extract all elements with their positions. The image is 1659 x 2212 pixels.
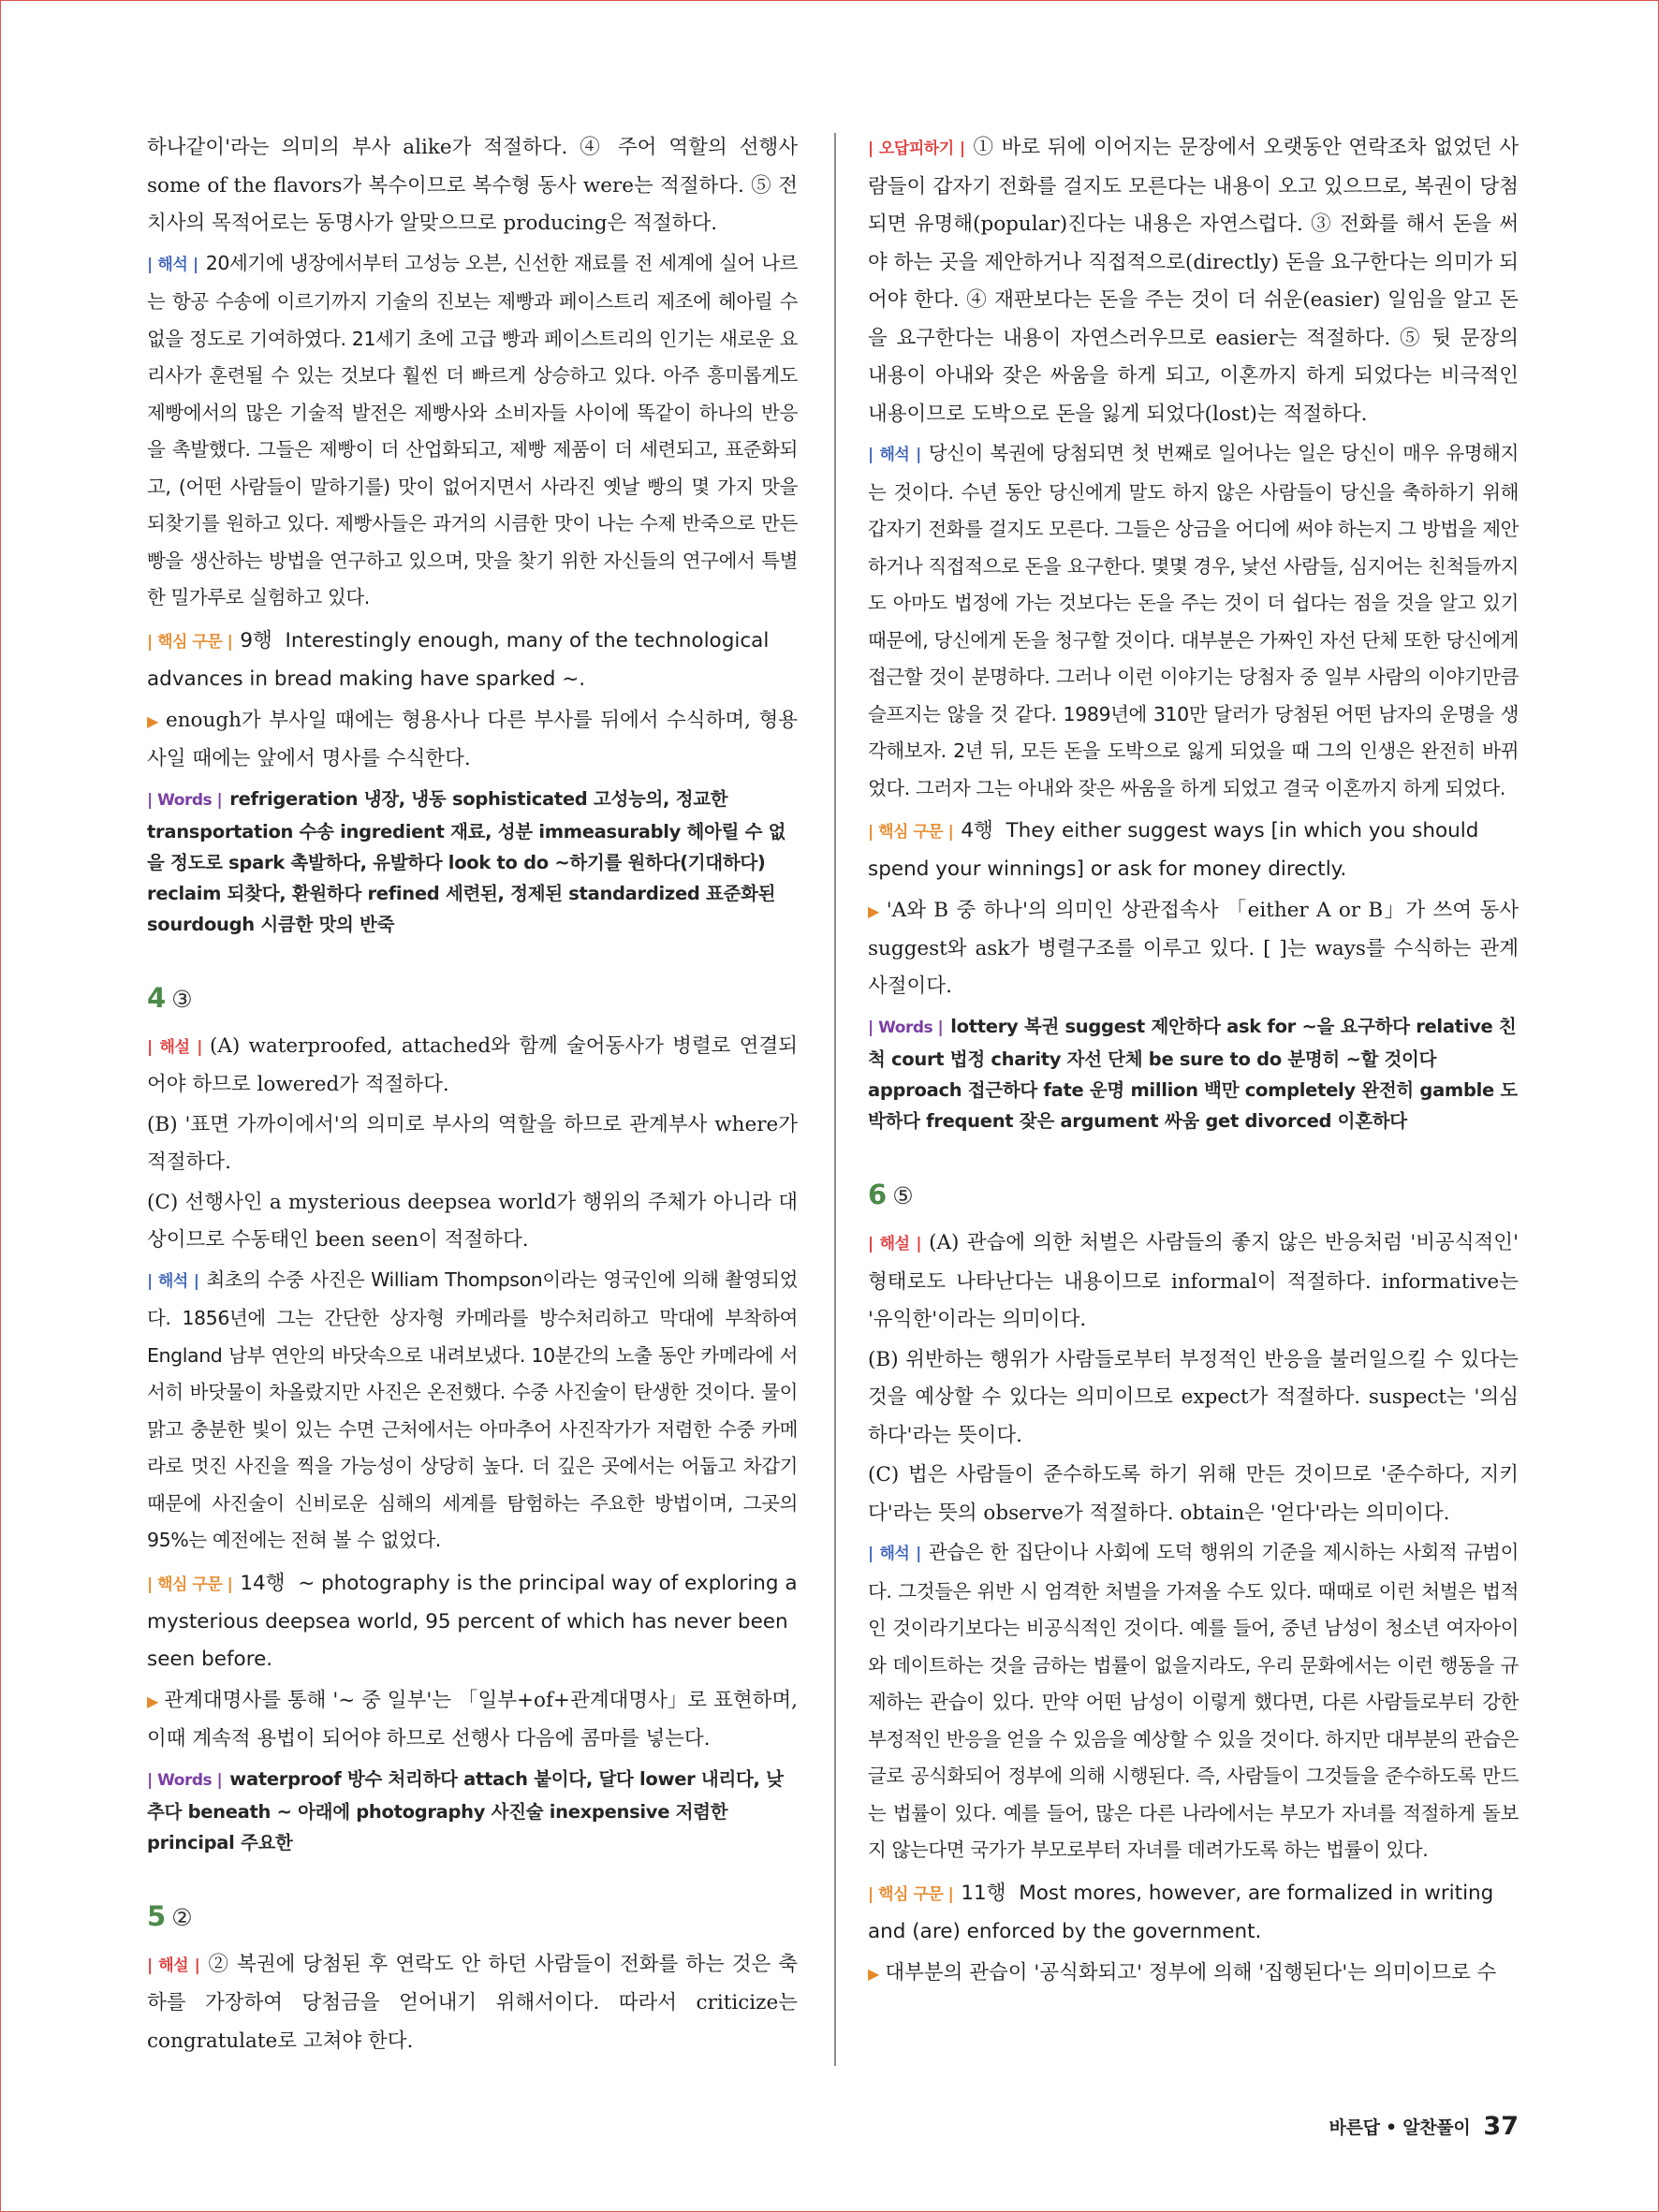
q4-grammar-note: [147, 1682, 798, 1758]
question-number: 6: [868, 1179, 888, 1210]
q5-translation: [868, 435, 1519, 807]
question-6-heading: [868, 1176, 1519, 1215]
right-column: [868, 129, 1519, 1999]
question-5-heading: [147, 1897, 798, 1937]
words-text: waterproof 방수 처리하다 attach 붙이다, 달다 lower 내리다, 낮추다 beneath ~ 아래에 photography 사진술 inexpensive 저렴한 principal 주요한: [147, 1767, 784, 1853]
translation-text: 당신이 복권에 당첨되면 첫 번째로 일어나는 일은 당신이 매우 유명해지는 것이다. 수년 동안 당신에게 말도 하지 않은 사람들이 당신을 축하하기 위해 갑자기 전화를 걸지도 모른다. 그들은 상금을 어디에 써야 하는지 그 방법을 제안하거나 직접적으로 돈을 요구한다. 몇몇 경우, 낯선 사람들, 심지어는 친척들까지도 아마도 법정에 가는 것보다는 돈을 주는 것이 더 쉽다는 점을 것을 알고 있기 때문에, 당신에게 돈을 청구할 것이다. 대부분은 가짜인 자선 단체 또한 당신에게 접근할 것이 분명하다. 그러나 이런 이야기는 당첨자 중 일부 사람의 이야기만큼 슬프지는 않을 것 같다. 1989년에 310만 달러가 당첨된 어떤 남자의 운명을 생각해보자. 2년 뒤, 모든 돈을 도박으로 잃게 되었을 때 그의 인생은 완전히 바뀌었다. 그러자 그는 아내와 잦은 싸움을 하게 되었고 결국 이혼까지 하게 되었다.: [868, 442, 1519, 799]
core-sentence: Interestingly enough, many of the technological advances in bread making have sparked ~.: [147, 628, 770, 691]
q4-explanation-c: (C) 선행사인 a mysterious deepsea world가 행위의 주체가 아니라 대상이므로 수동태인 been seen이 적절하다.: [147, 1190, 798, 1252]
q6-core-syntax: [868, 1875, 1519, 1951]
q5-explanation: [147, 1946, 798, 2061]
triangle-bullet-icon: ▶: [147, 711, 160, 730]
words-text: refrigeration 냉장, 냉동 sophisticated 고성능의, 정교한 transportation 수송 ingredient 재료, 성분 immeasurably 헤아릴 수 없을 정도로 spark 촉발하다, 유발하다 look to do ~하기를 원하다(기대하다) reclaim 되찾다, 환원하다 refined 세련된, 정제된 standardized 표준화된 sourdough 시큼한 맛의 반죽: [147, 787, 786, 935]
page-number: 37: [1483, 2112, 1519, 2141]
q4-explanation-a: [147, 1028, 798, 1105]
explanation-text: ② 복권에 당첨된 후 연락도 안 하던 사람들이 전화를 하는 것은 축하를 가장하여 당첨금을 얻어내기 위해서이다. 따라서 criticize는 congratulate로 고쳐야 한다.: [147, 1952, 798, 2053]
q5-grammar-note: [868, 892, 1519, 1005]
left-column: [147, 129, 798, 2062]
triangle-bullet-icon: ▶: [868, 902, 881, 920]
explanation-tag: | 해설 |: [868, 1235, 922, 1253]
translation-text: 20세기에 냉장에서부터 고성능 오븐, 신선한 재료를 전 세계에 실어 나르는 항공 수송에 이르기까지 기술의 진보는 제빵과 페이스트리 제조에 헤아릴 수 없을 정도로 기여하였다. 21세기 초에 고급 빵과 페이스트리의 인기는 새로운 요리사가 훈련될 수 있는 것보다 훨씬 더 빠르게 상승하고 있다. 아주 흥미롭게도 제빵에서의 많은 기술적 발전은 제빵사와 소비자들 사이에 똑같이 하나의 반응을 촉발했다. 그들은 제빵이 더 산업화되고, 제빵 제품이 더 세련되고, 표준화되고, (어떤 사람들이 말하기를) 맛이 없어지면서 사라진 옛날 빵의 몇 가지 맛을 되찾기를 원하고 있다. 제빵사들은 과거의 시큼한 맛이 나는 수제 반죽으로 만든 빵을 생산하는 방법을 연구하고 있으며, 맛을 찾기 위한 자신들의 연구에서 특별한 밀가루로 실험하고 있다.: [147, 251, 799, 608]
translation-text: 관습은 한 집단이나 사회에 도덕 행위의 기준을 제시하는 사회적 규범이다. 그것들은 위반 시 엄격한 처벌을 가져올 수도 있다. 때때로 이런 처벌은 법적인 것이라기보다는 비공식적인 것이다. 예를 들어, 중년 남성이 청소년 여자아이와 데이트하는 것을 금하는 법률이 없을지라도, 우리 문화에서는 이런 행동을 규제하는 관습이 있다. 만약 어떤 남성이 이렇게 했다면, 다른 사람들로부터 강한 부정적인 반응을 얻을 수 있음을 예상할 수 있을 것이다. 하지만 대부분의 관습은 글로 공식화되어 정부에 의해 시행된다. 즉, 사람들이 그것들을 준수하도록 만드는 법률이 있다. 예를 들어, 많은 다른 나라에서는 부모가 자녀를 적절하게 돌보지 않는다면 국가가 부모로부터 자녀를 데려가도록 하는 법률이 있다.: [868, 1541, 1519, 1861]
explanation-tag: | 해설 |: [147, 1037, 202, 1057]
q3-vocabulary: [147, 784, 798, 940]
answer-choice: ③: [171, 985, 193, 1013]
q6-explanation-b: (B) 위반하는 행위가 사람들로부터 부정적인 반응을 불러일으킬 수 있다는 것을 예상할 수 있다는 의미이므로 expect가 적절하다. suspect는 '의심하다'라는 뜻이다.: [868, 1347, 1519, 1447]
translation-tag: | 해석 |: [147, 1271, 199, 1291]
explanation-text: (A) waterproofed, attached와 함께 술어동사가 병렬로 연결되어야 하므로 lowered가 적절하다.: [147, 1033, 798, 1096]
translation-tag: | 해석 |: [868, 1545, 921, 1563]
core-syntax-tag: | 핵심 구문 |: [147, 1575, 233, 1594]
answer-choice: ②: [171, 1903, 193, 1931]
words-text: lottery 복권 suggest 제안하다 ask for ~을 요구하다 relative 친척 court 법정 charity 자선 단체 be sure to do 분명히 ~할 것이다 approach 접근하다 fate 운명 million 백만 completely 완전히 gamble 도박하다 frequent 잦은 argument 싸움 get divorced 이혼하다: [868, 1016, 1518, 1132]
question-number: 4: [147, 981, 167, 1014]
q4-core-syntax: [147, 1565, 798, 1678]
core-line-number: 11행: [961, 1881, 1006, 1905]
q5-vocabulary: [868, 1011, 1519, 1136]
wrong-answer-text: ① 바로 뒤에 이어지는 문장에서 오랫동안 연락조차 없었던 사람들이 갑자기 전화를 걸지도 모른다는 내용이 오고 있으므로, 복권이 당첨되면 유명해(popular)진다는 내용은 자연스럽다. ③ 전화를 해서 돈을 써야 하는 곳을 제안하거나 직접적으로(directly) 돈을 요구한다는 의미가 되어야 한다. ④ 재판보다는 돈을 주는 것이 더 쉬운(easier) 일임을 알고 돈을 요구한다는 내용이 자연스러우므로 easier는 적절하다. ⑤ 뒷 문장의 내용이 아내와 잦은 싸움을 하게 되고, 이혼까지 하게 되었다는 비극적인 내용이므로 도박으로 돈을 잃게 되었다(lost)는 적절하다.: [868, 136, 1519, 426]
page-footer: [1329, 2112, 1519, 2141]
words-tag: | Words |: [147, 790, 223, 810]
translation-text: 최초의 수중 사진은 William Thompson이라는 영국인에 의해 촬영되었다. 1856년에 그는 간단한 상자형 카메라를 방수처리하고 막대에 부착하여 England 남부 연안의 바닷속으로 내려보냈다. 10분간의 노출 동안 카메라에 서서히 바닷물이 차올랐지만 사진은 온전했다. 수중 사진술이 탄생한 것이다. 물이 맑고 충분한 빛이 있는 수면 근처에서는 아마추어 사진작가가 저렴한 수중 카메라로 멋진 사진을 찍을 가능성이 상당히 높다. 더 깊은 곳에서는 어둡고 차갑기 때문에 사진술이 신비로운 심해의 세계를 탐험하는 주요한 방법이며, 그곳의 95%는 예전에는 전혀 볼 수 없었다.: [147, 1267, 798, 1551]
triangle-bullet-icon: ▶: [868, 1964, 880, 1983]
q3-explanation-continued: 하나같이'라는 의미의 부사 alike가 적절하다. ④ 주어 역할의 선행사 some of the flavors가 복수이므로 복수형 동사 were는 적절하다. ⑤ 전치사의 목적어로는 동명사가 알맞으므로 producing은 적절하다.: [147, 136, 798, 235]
question-number: 5: [147, 1899, 167, 1932]
q6-translation: [868, 1534, 1519, 1869]
words-tag: | Words |: [868, 1018, 944, 1037]
wrong-answer-tag: | 오답피하기 |: [868, 139, 965, 158]
q4-explanation-b: (B) '표면 가까이에서'의 의미로 부사의 역할을 하므로 관계부사 where가 적절하다.: [147, 1112, 798, 1174]
q6-explanation-c: (C) 법은 사람들이 준수하도록 하기 위해 만든 것이므로 '준수하다, 지키다'라는 뜻의 observe가 적절하다. obtain은 '얻다'라는 의미이다.: [868, 1463, 1519, 1525]
q6-grammar-note: [868, 1955, 1519, 1993]
q3-core-syntax: [147, 623, 798, 698]
core-syntax-tag: | 핵심 구문 |: [868, 823, 954, 842]
q4-translation: [147, 1262, 798, 1560]
core-sentence: ~ photography is the principal way of exploring a mysterious deepsea world, 95 percent of which has never been seen before.: [147, 1571, 798, 1671]
core-sentence: They either suggest ways [in which you should spend your winnings] or ask for money directly.: [868, 819, 1479, 881]
q4-vocabulary: [147, 1764, 798, 1858]
translation-tag: | 해석 |: [147, 255, 198, 274]
translation-tag: | 해석 |: [868, 446, 921, 464]
column-divider: [834, 133, 836, 2066]
q3-translation: [147, 245, 798, 617]
q5-core-syntax: [868, 813, 1519, 888]
question-4-heading: [147, 979, 798, 1018]
q5-wrong-answer-notes: [868, 129, 1519, 433]
book-section-title: 바른답 • 알찬풀이: [1329, 2117, 1471, 2138]
core-line-number: 9행: [240, 628, 272, 652]
grammar-note-text: 'A와 B 중 하나'의 의미인 상관접속사 「either A or B」가 쓰여 동사 suggest와 ask가 병렬구조를 이루고 있다. [ ]는 ways를 수식하는 관계사절이다.: [868, 899, 1519, 998]
core-syntax-tag: | 핵심 구문 |: [147, 632, 233, 652]
core-sentence: Most mores, however, are formalized in writing and (are) enforced by the government.: [868, 1881, 1494, 1943]
grammar-note-text: 관계대명사를 통해 '~ 중 일부'는 「일부+of+관계대명사」로 표현하며, 이때 계속적 용법이 되어야 하므로 선행사 다음에 콤마를 넣는다.: [147, 1688, 798, 1751]
words-tag: | Words |: [147, 1770, 223, 1790]
q6-explanation-a: [868, 1224, 1519, 1340]
core-line-number: 4행: [961, 819, 993, 842]
core-line-number: 14행: [240, 1571, 286, 1595]
answer-choice: ⑤: [892, 1182, 914, 1209]
core-syntax-tag: | 핵심 구문 |: [868, 1884, 954, 1904]
explanation-tag: | 해설 |: [147, 1956, 200, 1975]
grammar-note-text: enough가 부사일 때에는 형용사나 다른 부사를 뒤에서 수식하며, 형용사일 때에는 앞에서 명사를 수식한다.: [147, 708, 798, 770]
q3-grammar-note: [147, 702, 798, 778]
grammar-note-text: 대부분의 관습이 '공식화되고' 정부에 의해 '집행된다'는 의미이므로 수: [885, 1960, 1497, 1985]
explanation-text: (A) 관습에 의한 처벌은 사람들의 좋지 않은 반응처럼 '비공식적인' 형태로도 나타난다는 내용이므로 informal이 적절하다. informative는 '유익한'이라는 의미이다.: [868, 1231, 1519, 1331]
triangle-bullet-icon: ▶: [147, 1692, 159, 1710]
